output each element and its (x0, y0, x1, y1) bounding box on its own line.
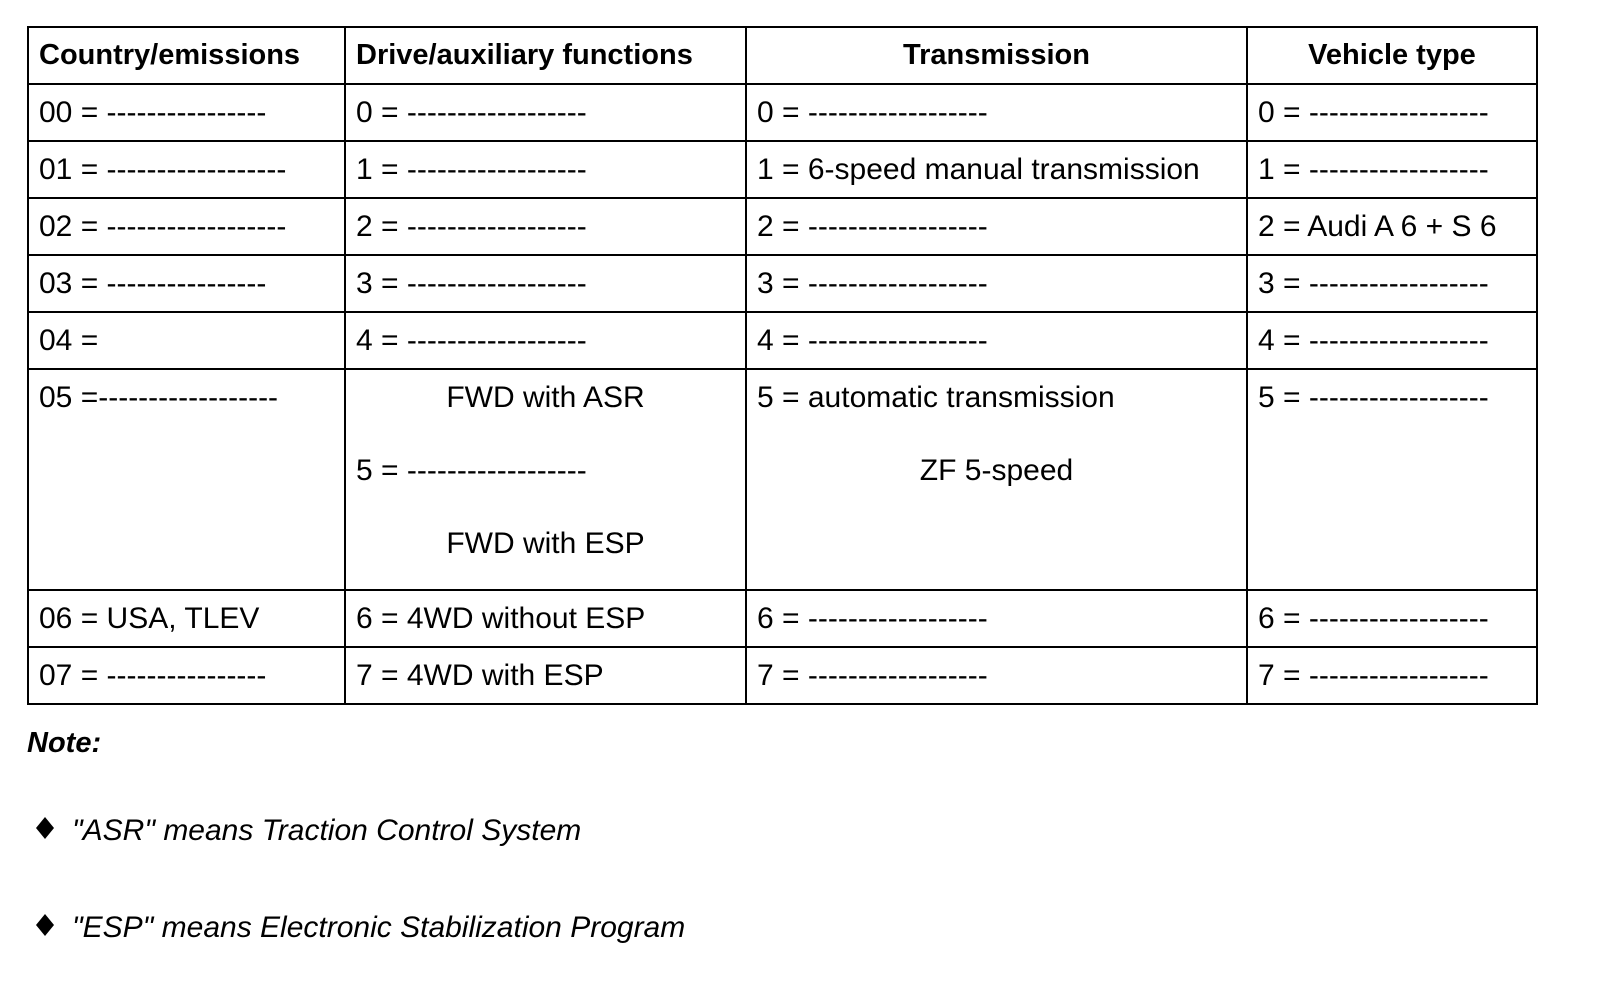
table-header-row (28, 27, 1537, 84)
cell-drive (345, 369, 746, 590)
cell-vehicle: 7 = ------------------ (1247, 647, 1537, 704)
cell-country: 02 = ------------------ (28, 198, 345, 255)
diamond-bullet-icon (36, 817, 54, 846)
cell-transmission: 0 = ------------------ (746, 84, 1247, 141)
cell-line: 5 = ------------------ (356, 454, 587, 487)
cell-vehicle: 3 = ------------------ (1247, 255, 1537, 312)
cell-line: ZF 5-speed (919, 454, 1074, 487)
note-item (36, 911, 685, 945)
cell-drive: 7 = 4WD with ESP (345, 647, 746, 704)
header-drive-auxiliary-functions: Drive/auxiliary functions (345, 27, 746, 84)
cell-transmission: 7 = ------------------ (746, 647, 1247, 704)
diamond-bullet-icon (36, 914, 54, 943)
cell-line: FWD with ESP (446, 527, 645, 560)
table-row (28, 369, 1537, 590)
cell-vehicle: 6 = ------------------ (1247, 590, 1537, 647)
cell-transmission: 3 = ------------------ (746, 255, 1247, 312)
cell-country: 06 = USA, TLEV (28, 590, 345, 647)
header-vehicle-type: Vehicle type (1247, 27, 1537, 84)
cell-transmission: 1 = 6-speed manual transmission (746, 141, 1247, 198)
cell-country: 00 = ---------------- (28, 84, 345, 141)
cell-country (28, 369, 345, 590)
cell-line: 05 =------------------ (39, 381, 279, 414)
cell-transmission: 4 = ------------------ (746, 312, 1247, 369)
table-row (28, 255, 1537, 312)
note-item (36, 814, 581, 848)
cell-drive: 0 = ------------------ (345, 84, 746, 141)
note-text: "ASR" means Traction Control System (72, 814, 582, 847)
cell-transmission: 2 = ------------------ (746, 198, 1247, 255)
cell-country: 04 = (28, 312, 345, 369)
cell-transmission: 6 = ------------------ (746, 590, 1247, 647)
cell-drive: 3 = ------------------ (345, 255, 746, 312)
cell-line: FWD with ASR (446, 381, 645, 414)
table-row (28, 647, 1537, 704)
header-country-emissions: Country/emissions (28, 27, 345, 84)
table-row (28, 312, 1537, 369)
table-row (28, 590, 1537, 647)
cell-line: 5 = ------------------ (1258, 381, 1489, 414)
cell-line: 5 = automatic transmission (757, 381, 1115, 414)
table-row (28, 198, 1537, 255)
cell-transmission (746, 369, 1247, 590)
coding-table (27, 26, 1538, 705)
note-title: Note: (27, 727, 102, 759)
cell-country: 01 = ------------------ (28, 141, 345, 198)
cell-drive: 2 = ------------------ (345, 198, 746, 255)
cell-drive: 1 = ------------------ (345, 141, 746, 198)
cell-vehicle: 1 = ------------------ (1247, 141, 1537, 198)
note-text: "ESP" means Electronic Stabilization Program (72, 911, 686, 944)
cell-vehicle: 2 = Audi A 6 + S 6 (1247, 198, 1537, 255)
cell-drive: 6 = 4WD without ESP (345, 590, 746, 647)
cell-country: 07 = ---------------- (28, 647, 345, 704)
cell-drive: 4 = ------------------ (345, 312, 746, 369)
header-transmission: Transmission (746, 27, 1247, 84)
cell-vehicle: 0 = ------------------ (1247, 84, 1537, 141)
table-row (28, 141, 1537, 198)
cell-vehicle: 4 = ------------------ (1247, 312, 1537, 369)
table-row (28, 84, 1537, 141)
cell-country: 03 = ---------------- (28, 255, 345, 312)
cell-vehicle (1247, 369, 1537, 590)
